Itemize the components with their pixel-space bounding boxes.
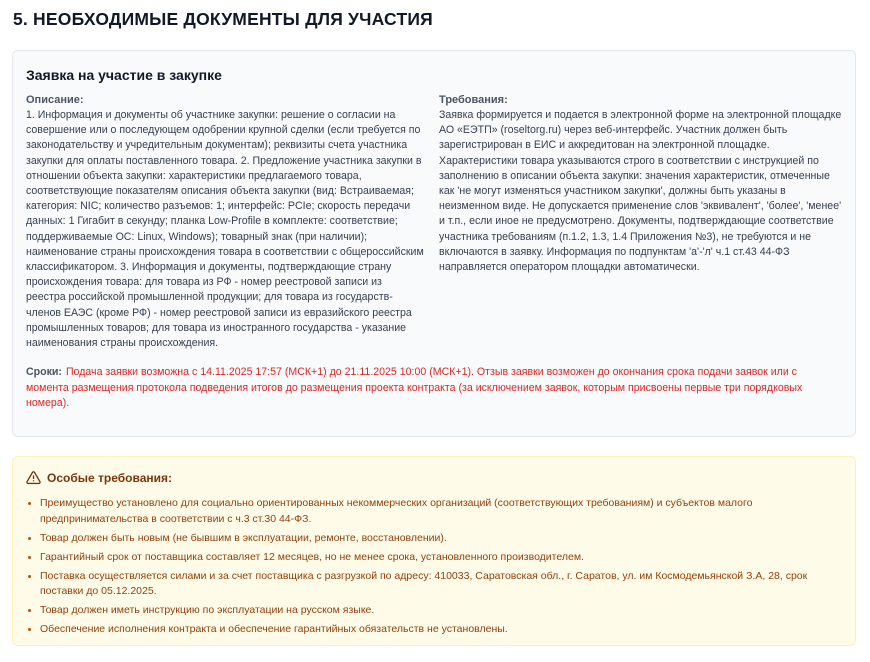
application-columns [26,93,842,351]
section-title: 5. НЕОБХОДИМЫЕ ДОКУМЕНТЫ ДЛЯ УЧАСТИЯ [13,9,433,29]
description-column [26,93,424,351]
special-requirements-list [26,496,842,638]
special-requirements-box [12,456,856,646]
application-card [12,50,856,437]
requirement-item: Преимущество установлено для социально ориентированных некоммерческих организаций (соответствующих требованиям) и субъектов малого предпринимательства в соответствии с ч.3 ст.30 44-ФЗ. [26,496,842,527]
special-requirements-header [26,470,842,485]
deadline-label: Сроки: [26,366,62,379]
requirements-label: Требования: [439,94,508,106]
deadline-text: Подача заявки возможна с 14.11.2025 17:57 (МСК+1) до 21.11.2025 10:00 (МСК+1). Отзыв заявки возможен до окончания срока подачи заявок или с момента размещения протокола подведения итогов до размещения проекта контракта (за исключением заявок, которым присвоены первые три порядковых номера). [26,366,803,410]
special-requirements-title: Особые требования: [47,470,172,485]
requirement-item: Товар должен иметь инструкцию по эксплуатации на русском языке. [26,603,842,619]
warning-triangle-icon [26,470,41,485]
application-title: Заявка на участие в закупке [26,67,222,83]
deadline [26,365,842,411]
requirement-item: Гарантийный срок от поставщика составляет 12 месяцев, но не менее срока, установленного производителем. [26,550,842,566]
requirement-item: Поставка осуществляется силами и за счет поставщика с разгрузкой по адресу: 410033, Саратовская обл., г. Саратов, ул. им Космодемьянской З.А, 28, срок поставки до 05.12.2025. [26,569,842,600]
description-text: 1. Информация и документы об участнике закупки: решение о согласии на совершение или о последующем одобрении крупной сделки (если требуется по законодательству и учредительным документам); реквизиты счета участника закупки для оплаты поставленного товара. 2. Предложение участника закупки в отношении объекта закупки: характеристики предлагаемого товара, соответствующие показателям описания объекта закупки (вид: Встраиваемая; категория: NIC; количество разъемов: 1; интерфейс: PCIe; скорость передачи данных: 1 Гигабит в секунду; планка Low-Profile в комплекте: соответствие; поддерживаемые ОС: Linux, Windows); товарный знак (при наличии); наименование страны происхождения товара в соответствии с общероссийским классификатором. 3. Информация и документы, подтверждающие страну происхождения товара: для товара из РФ - номер реестровой записи из реестра российской промышленной продукции; для товара из государств-членов ЕАЭС (кроме РФ) - номер реестровой записи из евразийского реестра промышленных товаров; для товара из иностранного государства - указание наименования страны происхождения. [26,109,424,350]
requirements-text: Заявка формируется и подается в электронной форме на электронной площадке АО «ЕЭТП» (roseltorg.ru) через веб-интерфейс. Участник должен быть зарегистрирован в ЕИС и аккредитован на электронной площадке. Характеристики товара указываются строго в соответствии с инструкцией по заполнению в описании объекта закупки: значения характеристик, отмеченные как 'не могут изменяться участником закупки', должны быть указаны в неизменном виде. Не допускается применение слов 'эквивалент', 'более', 'менее' и т.п., если иное не предусмотрено. Документы, подтверждающие соответствие участника требованиям (п.1.2, 1.3, 1.4 Приложения №3), не требуются и не включаются в заявку. Информация по подпунктам 'а'-'л' ч.1 ст.43 44-ФЗ направляется оператором площадки автоматически. [439,109,842,274]
requirement-item: Товар должен быть новым (не бывшим в эксплуатации, ремонте, восстановлении). [26,531,842,547]
requirements-column [439,93,842,351]
description-label: Описание: [26,94,84,106]
requirement-item: Обеспечение исполнения контракта и обеспечение гарантийных обязательств не установлены. [26,622,842,638]
